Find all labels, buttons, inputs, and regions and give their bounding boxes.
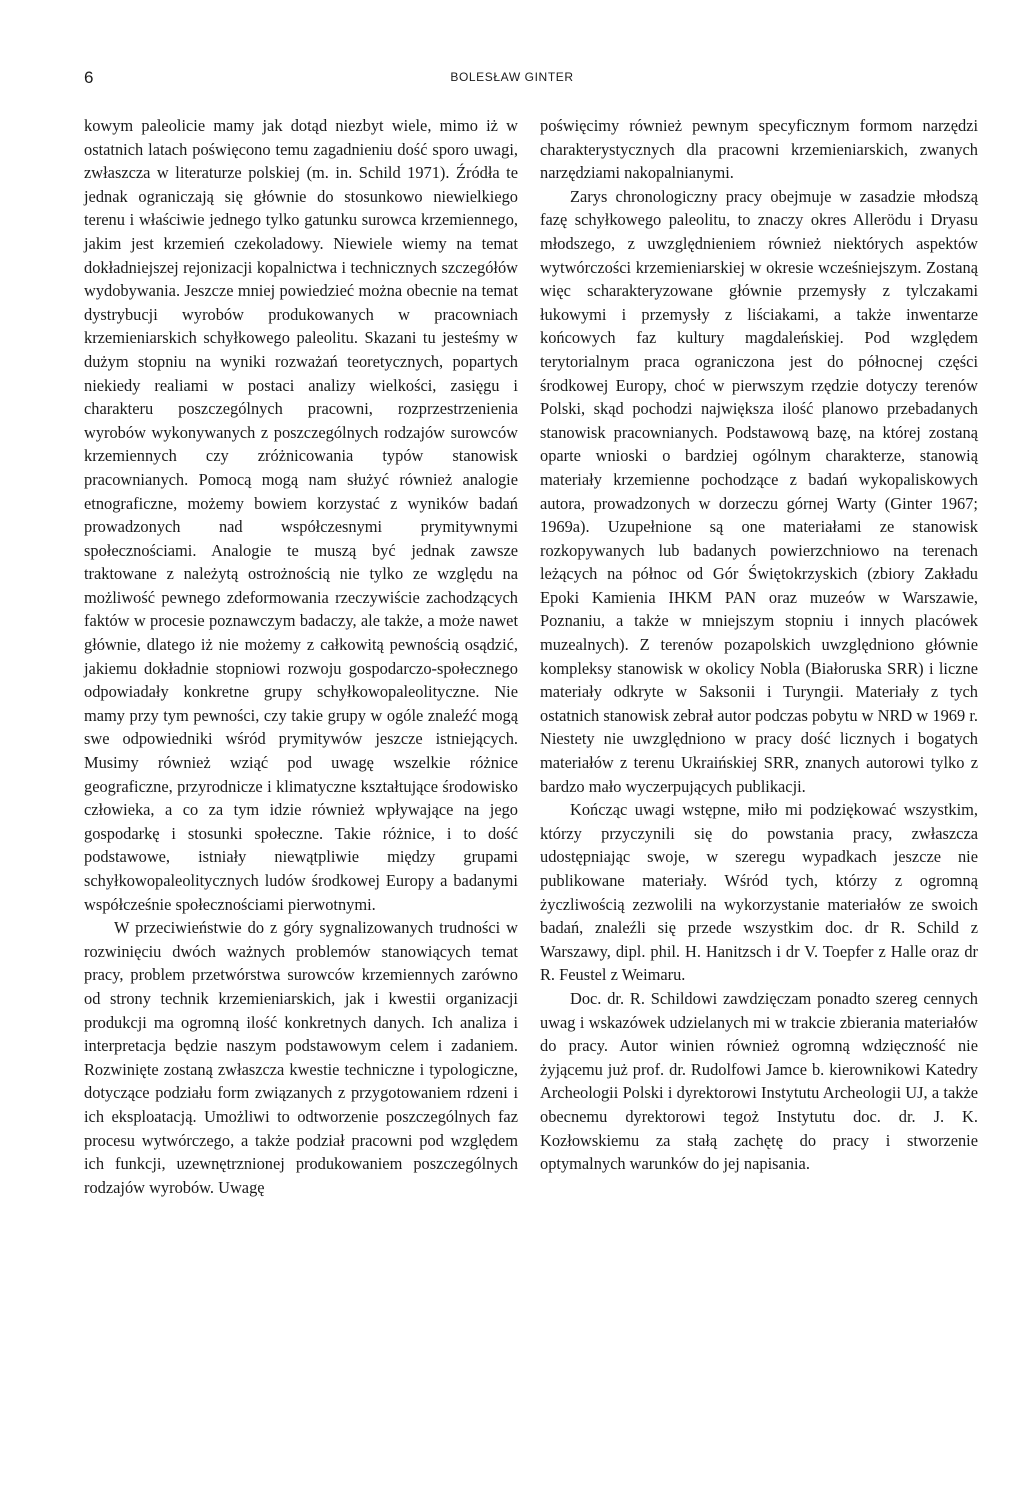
page-number: 6	[84, 68, 94, 87]
paragraph: Zarys chronologiczny pracy obejmuje w zasadzie młodszą fazę schyłkowego paleolitu, to znaczy okres Allerödu i Dryasu młodszego, z uwzględnieniem również niektórych aspektów wytwórczości krzemieniarskiej w okresie wcześniejszym. Zostaną więc scharakteryzowane głównie przemysły z tylczakami łukowymi i przemysły z liściakami, a także inwentarze końcowych faz kultury magdaleńskiej. Pod względem terytorialnym praca ograniczona jest do północnej części środkowej Europy, choć w pierwszym rzędzie dotyczy terenów Polski, skąd pochodzi największa ilość planowo przebadanych stanowisk pracownianych. Podstawową bazę, na której zostaną oparte wnioski o bardziej ogólnym charakterze, stanowią materiały krzemienne pochodzące z badań wykopaliskowych autora, prowadzonych w dorzeczu górnej Warty (Ginter 1967; 1969a). Uzupełnione są one materiałami ze stanowisk rozkopywanych lub badanych powierzchniowo na terenach leżących na północ od Gór Świętokrzyskich (zbiory Zakładu Epoki Kamienia IHKM PAN oraz muzeów w Warszawie, Poznaniu, a także w mniejszym stopniu i innych placówek muzealnych). Z terenów pozapolskich uwzględniono głównie kompleksy stanowisk w okolicy Nobla (Białoruska SRR) i liczne materiały odkryte w Saksonii i Turyngii. Materiały z tych ostatnich stanowisk zebrał autor podczas pobytu w NRD w 1969 r. Niestety nie uwzględniono w pracy dość licznych i bogatych materiałów z terenu Ukraińskiej SRR, znanych autorowi tylko z bardzo mało wyczerpujących publikacji.	[540, 186, 978, 796]
left-column	[84, 114, 518, 1199]
paragraph: poświęcimy również pewnym specyficznym formom narzędzi charakterystycznych dla pracowni krzemieniarskich, zwanych narzędziami nakopalnianymi.	[540, 116, 978, 183]
paragraph: kowym paleolicie mamy jak dotąd niezbyt wiele, mimo iż w ostatnich latach poświęcono temu zagadnieniu dość sporo uwagi, zwłaszcza w literaturze polskiej (m. in. Schild 1971). Źródła te jednak ograniczają się głównie do stosunkowo niewielkiego terenu i właściwie jednego tylko gatunku surowca krzemiennego, jakim jest krzemień czekoladowy. Niewiele wiemy na temat dokładniejszej rejonizacji kopalnictwa i technicznych szczegółów wydobywania. Jeszcze mniej powiedzieć można obecnie na temat dystrybucji wyrobów produkowanych w pracowniach krzemieniarskich schyłkowego paleolitu. Skazani tu jesteśmy w dużym stopniu na wyniki rozważań teoretycznych, popartych niekiedy realiami w postaci analizy wielkości, zasięgu i charakteru poszczególnych pracowni, rozprzestrzenienia wyrobów wykonywanych z poszczególnych rodzajów surowców krzemiennych czy zróżnicowania typów stanowisk pracownianych. Pomocą mogą nam służyć również analogie etnograficzne, możemy bowiem korzystać z wyników badań prowadzonych nad współczesnymi prymitywnymi społecznościami. Analogie te muszą być jednak zawsze traktowane z należytą ostrożnością nie tylko ze względu na możliwość pewnego zdeformowania rzeczywiście zachodzących faktów w procesie poznawczym badaczy, ale także, a może nawet głównie, dlatego iż nie możemy z całkowitą pewnością osądzić, jakiemu dokładnie stopniowi rozwoju gospodarczo-społecznego odpowiadały konkretne grupy schyłkowopaleolityczne. Nie mamy przy tym pewności, czy takie grupy w ogóle znaleźć mogą swe odpowiedniki wśród prymitywów jeszcze istniejących. Musimy również wziąć pod uwagę wszelkie różnice geograficzne, przyrodnicze i klimatyczne kształtujące środowisko człowieka, a co za tym idzie również wpływające na jego gospodarkę i stosunki społeczne. Takie różnice, i to dość podstawowe, istniały niewątpliwie między grupami schyłkowopaleolitycznych ludów środkowej Europy a badanymi współcześnie społecznościami pierwotnymi.	[84, 116, 518, 914]
right-column	[540, 114, 978, 1176]
running-head: BOLESŁAW GINTER	[450, 70, 574, 84]
paragraph: Doc. dr. R. Schildowi zawdzięczam ponadto szereg cennych uwag i wskazówek udzielanych mi w trakcie zbierania materiałów do pracy. Autor winien również ogromną wdzięczność nie żyjącemu już prof. dr. Rudolfowi Jamce b. kierownikowi Katedry Archeologii Polski i dyrektorowi Instytutu Archeologii UJ, a także obecnemu dyrektorowi tegoż Instytutu doc. dr. J. K. Kozłowskiemu za stałą zachętę do pracy i stworzenie optymalnych warunków do jej napisania.	[540, 988, 978, 1174]
paragraph: Kończąc uwagi wstępne, miło mi podziękować wszystkim, którzy przyczynili się do powstania pracy, zwłaszcza udostępniając swoje, w szeregu wypadkach jeszcze nie publikowane materiały. Wśród tych, którzy z ogromną życzliwością zezwolili na wykorzystanie materiałów ze swoich badań, znaleźli się przede wszystkim doc. dr R. Schild z Warszawy, dipl. phil. H. Hanitzsch i dr V. Toepfer z Halle oraz dr R. Feustel z Weimaru.	[540, 800, 978, 985]
paragraph: W przeciwieństwie do z góry sygnalizowanych trudności w rozwinięciu dwóch ważnych problemów stanowiących temat pracy, problem przetwórstwa surowców krzemiennych zarówno od strony technik krzemieniarskich, jak i kwestii organizacji produkcji ma ogromną ilość konkretnych danych. Ich analiza i interpretacja będzie naszym podstawowym celem i zadaniem. Rozwinięte zostaną zwłaszcza kwestie techniczne i typologiczne, dotyczące podziału form związanych z przygotowaniem rdzeni i ich eksploatacją. Umożliwi to odtworzenie poszczególnych faz procesu wytwórczego, a także podział pracowni pod względem ich funkcji, uzewnętrznionej produkowaniem poszczególnych rodzajów wyrobów. Uwagę	[84, 918, 518, 1197]
